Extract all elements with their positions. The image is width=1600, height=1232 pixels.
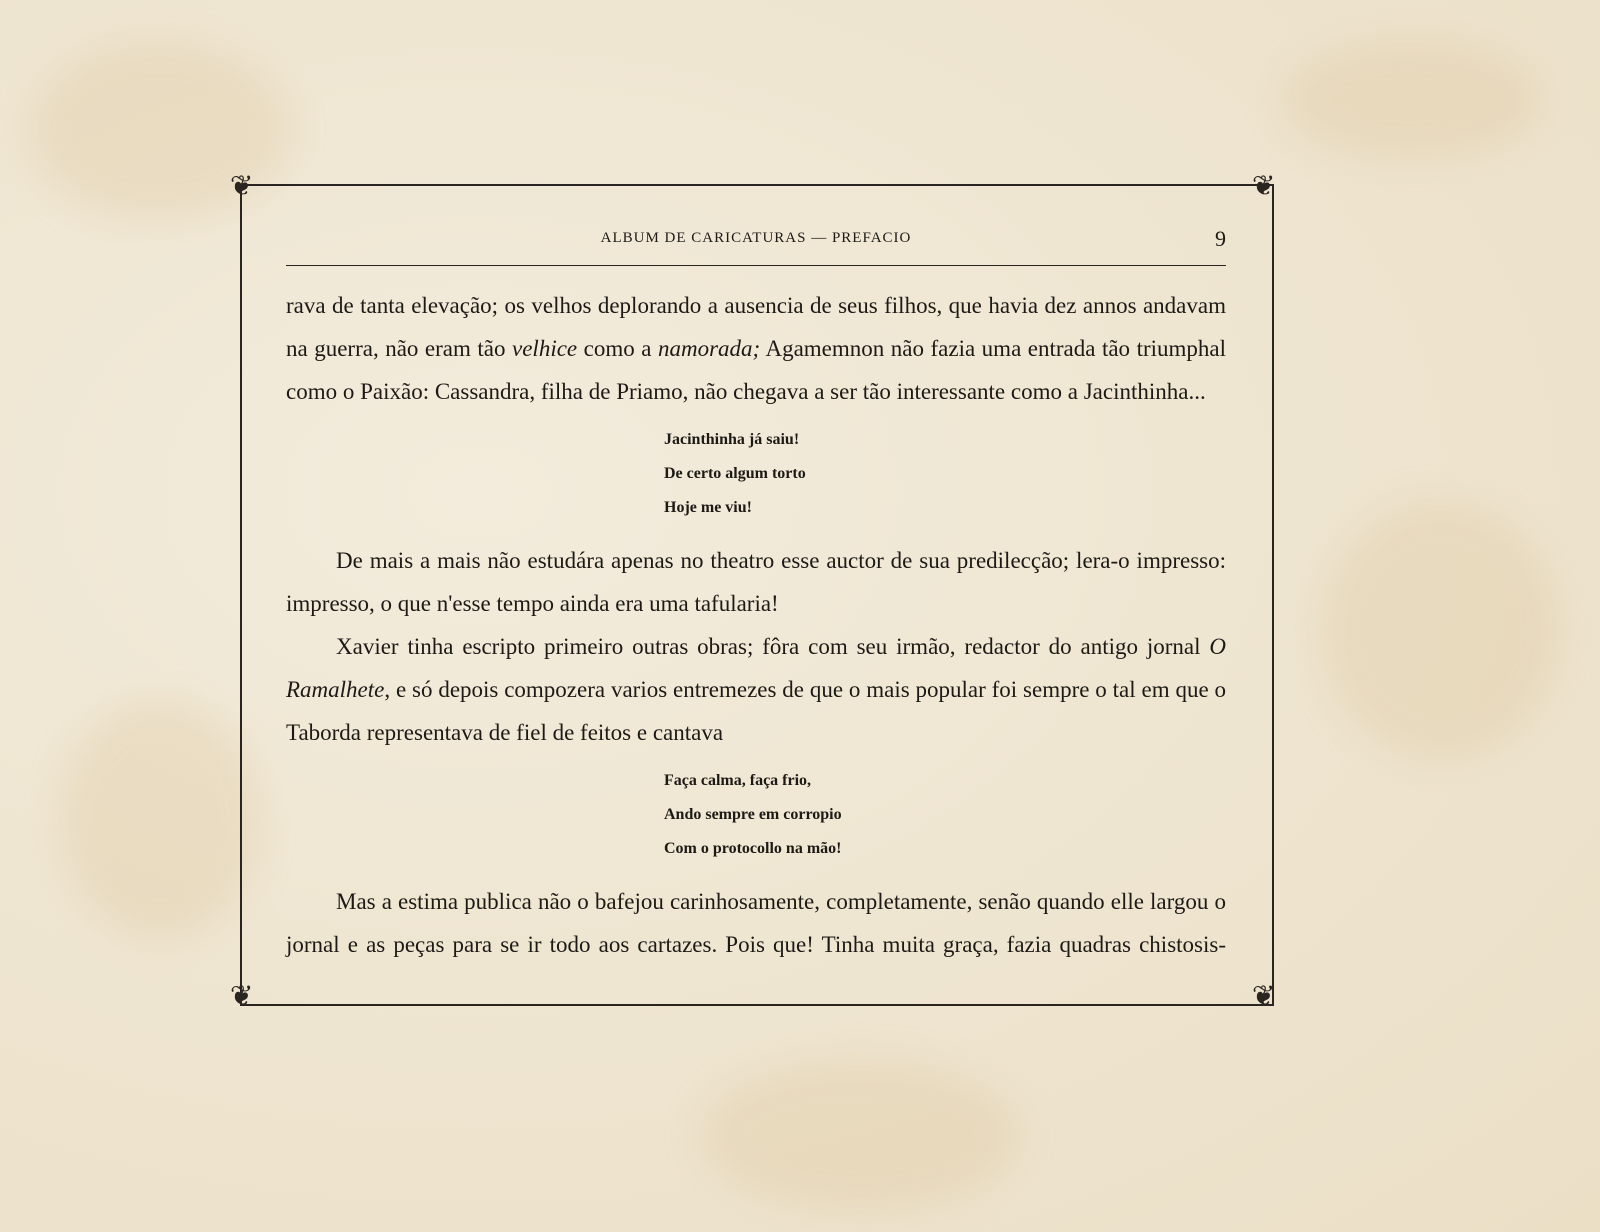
verse-line: Com o protocollo na mão!	[664, 840, 842, 857]
paragraph-1-emphasis-b: namorada;	[657, 336, 761, 361]
paragraph-3-text-a: Xavier tinha escripto primeiro outras obras; fôra com seu irmão, redactor do antigo jornal	[336, 634, 1210, 659]
corner-ornament-top-right: ❦	[1252, 169, 1276, 202]
paper-stain	[700, 1060, 1020, 1210]
verse-line: Jacinthinha já saiu!	[664, 431, 800, 448]
body-text	[286, 284, 1226, 966]
verse-block-2	[664, 764, 1226, 866]
paragraph-1	[286, 284, 1226, 413]
verse-line: Faça calma, faça frio,	[664, 772, 812, 789]
paragraph-1-text-c: Agamemnon não fazia uma entrada tão triumphal como o Paixão: Cassandra, filha de Priamo, não chegava a ser tão interessante como a Jacinthinha...	[286, 336, 1226, 404]
paper-stain	[60, 700, 260, 940]
paper-stain	[1280, 40, 1540, 160]
paragraph-3-text-b: , e só depois compozera varios entremezes de que o mais popular foi sempre o tal em que o Taborda representava de fiel de feitos e cantava	[286, 677, 1226, 745]
header-rule	[286, 265, 1226, 266]
paper-stain	[1320, 500, 1560, 760]
page-header	[286, 226, 1226, 256]
verse-line: De certo algum torto	[664, 465, 806, 482]
verse-line: Hoje me viu!	[664, 499, 752, 516]
verse-line: Ando sempre em corropio	[664, 806, 842, 823]
paragraph-3	[286, 625, 1226, 754]
paragraph-4: Mas a estima publica não o bafejou carinhosamente, completamente, senão quando elle largou o jornal e as peças para se ir todo aos cartazes. Pois que! Tinha muita graça, fazia quadras chistosis-	[286, 889, 1226, 957]
paragraph-1-text-b: como a	[577, 336, 658, 361]
page-number: 9	[1215, 226, 1226, 251]
paragraph-2: De mais a mais não estudára apenas no theatro esse auctor de sua predilecção; lera-o impresso: impresso, o que n'esse tempo ainda era uma tafularia!	[286, 548, 1226, 616]
verse-block-1	[664, 423, 1226, 525]
corner-ornament-top-left: ❦	[230, 169, 254, 202]
paragraph-1-text-a: rava de tanta elevação; os velhos deplorando a ausencia de seus filhos, que havia dez annos andavam na guerra, não eram tão	[286, 293, 1226, 361]
corner-ornament-bottom-right: ❦	[1252, 979, 1276, 1012]
running-head: ALBUM DE CARICATURAS — PREFACIO	[600, 230, 912, 246]
paragraph-3-emphasis: O Ramalhete	[286, 634, 1226, 702]
paragraph-1-emphasis-a: velhice	[512, 336, 578, 361]
corner-ornament-bottom-left: ❦	[230, 979, 254, 1012]
